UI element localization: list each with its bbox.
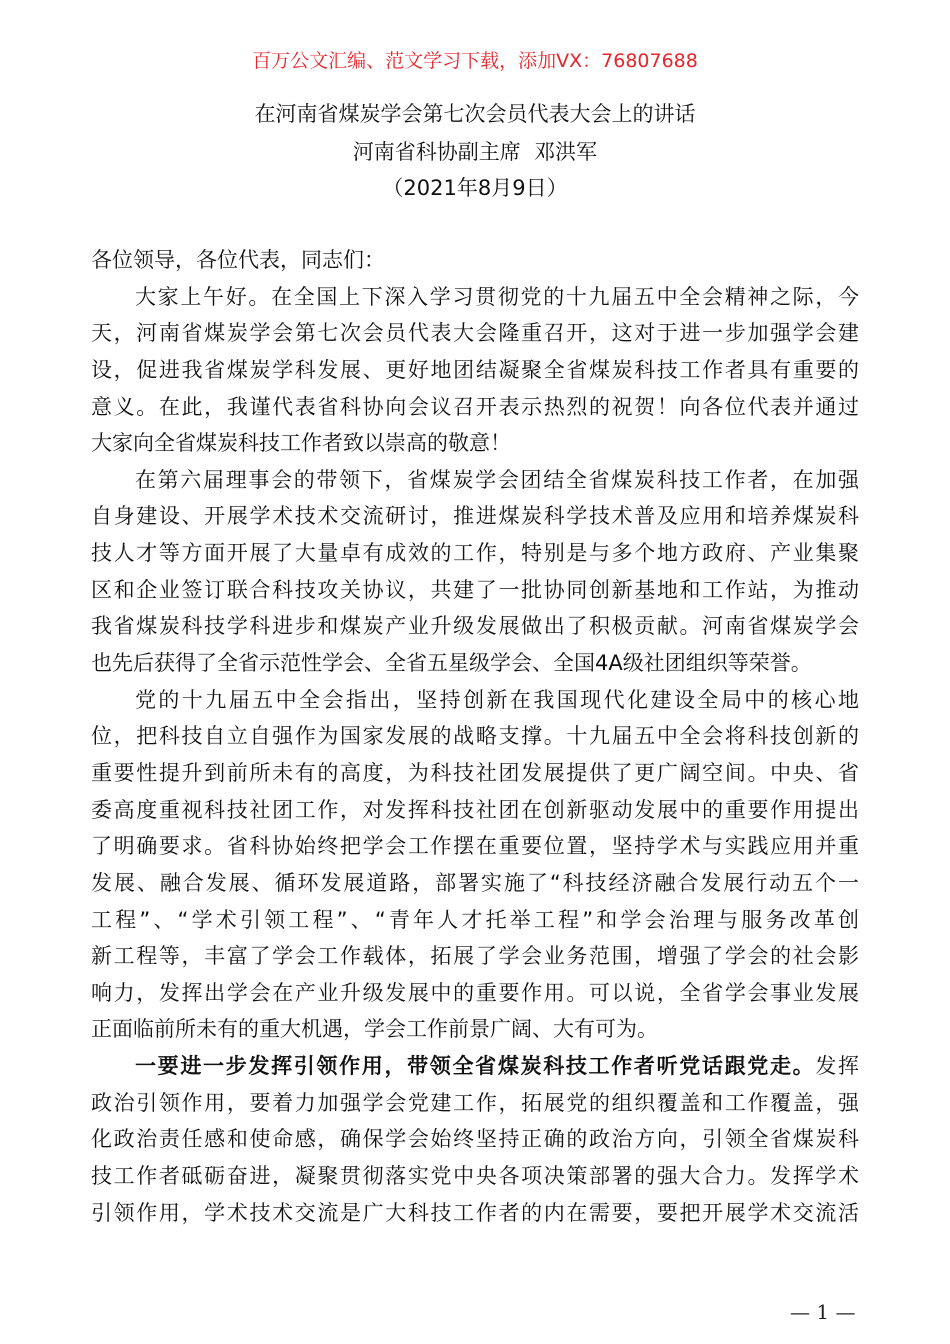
greeting: 各位领导，各位代表，同志们：: [91, 248, 385, 272]
paragraph-line: 意义。在此，我谨代表省科协向会议召开表示热烈的祝贺！向各位代表并通过: [91, 394, 859, 419]
paragraph: [91, 462, 859, 682]
watermark-banner: 百万公文汇编、范文学习下载，添加VX：76807688: [252, 50, 698, 72]
author-line: 河南省科协副主席 邓洪军: [352, 140, 598, 164]
paragraph-line: 自身建设、开展学术技术交流研讨，推进煤炭科学技术普及应用和培养煤炭科: [91, 504, 859, 529]
paragraph-line: 委高度重视科技社团工作，对发挥科技社团在创新驱动发展中的重要作用提出: [91, 797, 859, 822]
paragraph-line: 正面临前所未有的重大机遇，学会工作前景广阔、大有可为。: [91, 1017, 658, 1042]
paragraph-line: 大家向全省煤炭科技工作者致以崇高的敬意！: [91, 431, 511, 456]
paragraphs: [91, 279, 859, 1048]
document-body: [91, 242, 859, 1231]
paragraph-line: 也先后获得了全省示范性学会、全省五星级学会、全国4A级社团组织等荣誉。: [91, 651, 812, 676]
paragraph-line: 技工作者砥砺奋进，凝聚贯彻落实党中央各项决策部署的强大合力。发挥学术: [91, 1164, 859, 1189]
paragraph-line: 政治引领作用，要着力加强学会党建工作，拓展党的组织覆盖和工作覆盖，强: [91, 1090, 859, 1115]
paragraph-line: 化政治责任感和使命感，确保学会始终坚持正确的政治方向，引领全省煤炭科: [91, 1127, 859, 1152]
paragraph-line: 引领作用，学术技术交流是广大科技工作者的内在需要，要把开展学术交流活: [91, 1200, 859, 1225]
paragraph-line: 了明确要求。省科协始终把学会工作摆在重要位置，坚持学术与实践应用并重: [91, 834, 859, 859]
paragraph-line: 大家上午好。在全国上下深入学习贯彻党的十九届五中全会精神之际，今: [135, 284, 859, 309]
paragraph-line: 重要性提升到前所未有的高度，为科技社团发展提供了更广阔空间。中央、省: [91, 760, 859, 785]
paragraph-line: 发展、融合发展、循环发展道路，部署实施了“科技经济融合发展行动五个一: [91, 870, 859, 895]
paragraph-line: 工程”、“学术引领工程”、“青年人才托举工程”和学会治理与服务改革创: [91, 907, 859, 932]
key-paragraph: [91, 1048, 859, 1231]
paragraph-line: 党的十九届五中全会指出，坚持创新在我国现代化建设全局中的核心地: [135, 687, 859, 712]
paragraph-line: 技人才等方面开展了大量卓有成效的工作，特别是与多个地方政府、产业集聚: [91, 541, 859, 566]
paragraph-line: 天，河南省煤炭学会第七次会员代表大会隆重召开，这对于进一步加强学会建: [91, 321, 859, 346]
date-line: （2021年8月9日）: [382, 176, 568, 200]
paragraph-line: 设，促进我省煤炭学科发展、更好地团结凝聚全省煤炭科技工作者具有重要的: [91, 357, 859, 382]
paragraph: [91, 279, 859, 462]
key-paragraph-first-line: [91, 1048, 859, 1085]
paragraph-line: 新工程等，丰富了学会工作载体，拓展了学会业务范围，增强了学会的社会影: [91, 944, 859, 969]
document-title: 在河南省煤炭学会第七次会员代表大会上的讲话: [254, 102, 696, 126]
paragraph-line: 位，把科技自立自强作为国家发展的战略支撑。十九届五中全会将科技创新的: [91, 724, 859, 749]
key-paragraph-lead: 一要进一步发挥引领作用，带领全省煤炭科技工作者听党话跟党走。: [135, 1054, 816, 1079]
paragraph-line: 响力，发挥出学会在产业升级发展中的重要作用。可以说，全省学会事业发展: [91, 980, 859, 1005]
paragraph-line: 区和企业签订联合科技攻关协议，共建了一批协同创新基地和工作站，为推动: [91, 577, 859, 602]
key-paragraph-first-rest: 发挥: [815, 1054, 860, 1079]
key-paragraph-lines: [91, 1085, 859, 1232]
page-number: — 1 —: [790, 1300, 856, 1324]
paragraph-line: 我省煤炭科技学科进步和煤炭产业升级发展做出了积极贡献。河南省煤炭学会: [91, 614, 859, 639]
paragraph-line: 在第六届理事会的带领下，省煤炭学会团结全省煤炭科技工作者，在加强: [135, 467, 859, 492]
paragraph: [91, 682, 859, 1048]
